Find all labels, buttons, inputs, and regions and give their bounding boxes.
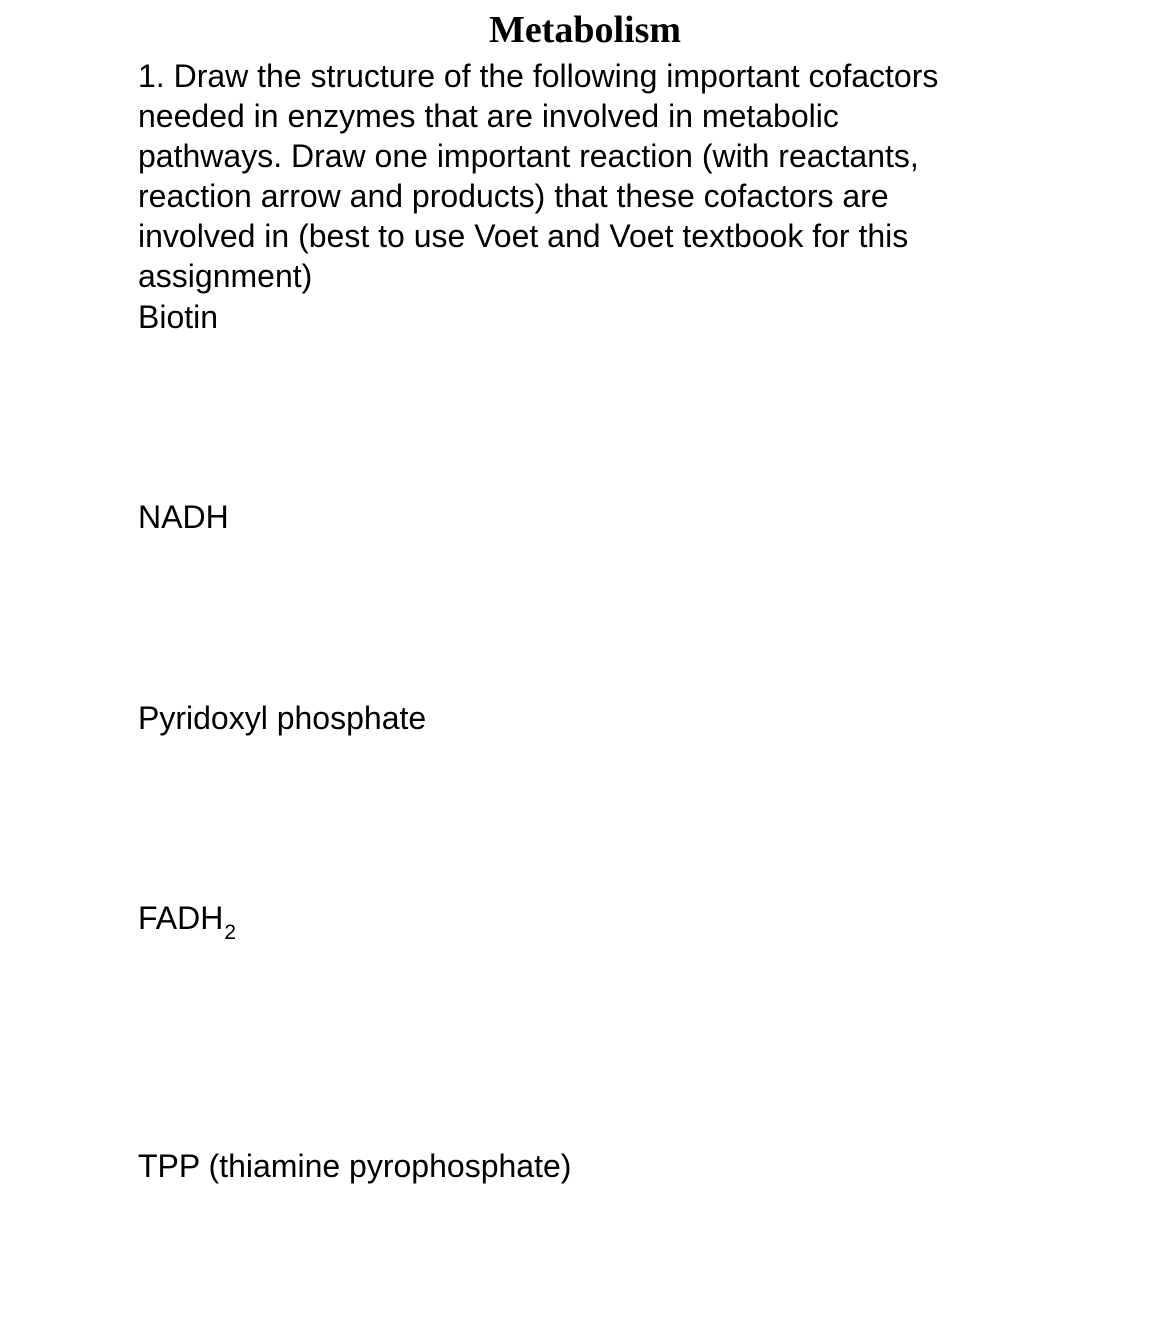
cofactor-label: FADH (138, 900, 224, 936)
cofactor-label: NADH (138, 499, 229, 535)
question-line: 1. Draw the structure of the following important cofactors (138, 58, 939, 94)
cofactor-fadh2 (138, 898, 236, 943)
cofactor-subscript: 2 (224, 921, 237, 944)
cofactor-label: Biotin (138, 299, 219, 335)
cofactor-label: Pyridoxyl phosphate (138, 700, 427, 736)
cofactor-pyridoxyl-phosphate (138, 698, 426, 738)
question-line: pathways. Draw one important reaction (with reactants, (138, 138, 919, 174)
question-line: involved in (best to use Voet and Voet textbook for this (138, 218, 909, 254)
cofactor-tpp (138, 1146, 571, 1186)
question-line: assignment) (138, 258, 313, 294)
question-line: reaction arrow and products) that these cofactors are (138, 178, 889, 214)
cofactor-biotin (138, 297, 218, 337)
cofactor-label: TPP (thiamine pyrophosphate) (138, 1148, 572, 1184)
question-line: needed in enzymes that are involved in metabolic (138, 98, 839, 134)
question-text (138, 56, 1038, 296)
page-title: Metabolism (488, 9, 682, 51)
cofactor-nadh (138, 497, 229, 537)
